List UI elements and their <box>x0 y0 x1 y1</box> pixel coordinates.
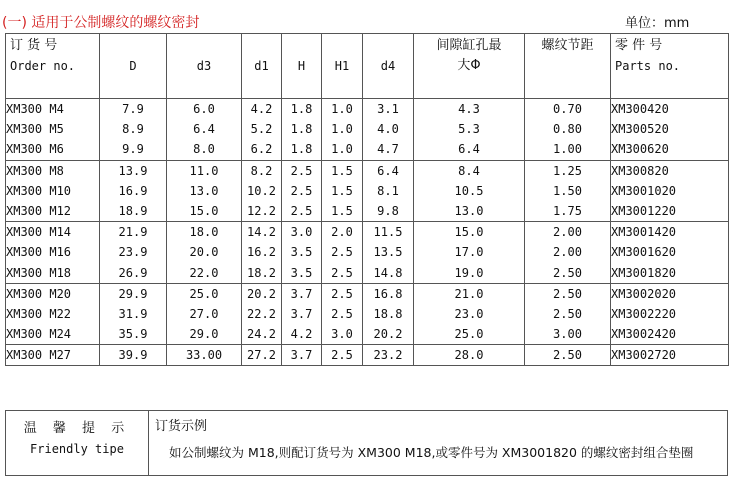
value-cell: 10.5 <box>414 181 525 201</box>
value-cell: 14.8 <box>363 263 414 284</box>
value-cell: 23.9 <box>100 242 167 262</box>
order-no-cell: XM300 M27 <box>6 345 100 366</box>
tip-text: 如公制螺纹为 M18,则配订货号为 XM300 M18,或零件号为 XM3001820 的螺纹密封组合垫圈 <box>169 445 694 460</box>
order-no-cell: XM300 M16 <box>6 242 100 262</box>
value-cell: 3.5 <box>282 263 322 284</box>
value-cell: 15.0 <box>167 201 242 222</box>
value-cell: 2.5 <box>322 345 363 366</box>
value-cell: 1.50 <box>525 181 611 201</box>
value-cell: 9.9 <box>100 139 167 160</box>
value-cell: 2.5 <box>282 201 322 222</box>
value-cell: 21.9 <box>100 222 167 243</box>
value-cell: 25.0 <box>167 283 242 304</box>
value-cell: 18.9 <box>100 201 167 222</box>
value-cell: 8.9 <box>100 119 167 139</box>
parts-no-cell: XM3001220 <box>611 201 729 222</box>
value-cell: 2.5 <box>322 304 363 324</box>
header-parts-cn: 零 件 号 <box>615 38 663 53</box>
value-cell: 4.7 <box>363 139 414 160</box>
table-row <box>6 222 729 243</box>
header-max-gap-line1: 间隙缸孔最 <box>436 38 502 53</box>
value-cell: 16.8 <box>363 283 414 304</box>
friendly-tip-box <box>5 410 728 476</box>
header-order-cn: 订 货 号 <box>10 38 58 53</box>
value-cell: 0.70 <box>525 99 611 120</box>
value-cell: 1.5 <box>322 201 363 222</box>
table-row <box>6 304 729 324</box>
value-cell: 13.5 <box>363 242 414 262</box>
value-cell: 10.2 <box>242 181 282 201</box>
value-cell: 6.4 <box>167 119 242 139</box>
table-row <box>6 160 729 181</box>
order-no-cell: XM300 M18 <box>6 263 100 284</box>
value-cell: 19.0 <box>414 263 525 284</box>
value-cell: 11.5 <box>363 222 414 243</box>
parts-no-cell: XM3001420 <box>611 222 729 243</box>
value-cell: 1.5 <box>322 181 363 201</box>
value-cell: 1.8 <box>282 119 322 139</box>
value-cell: 23.2 <box>363 345 414 366</box>
value-cell: 2.00 <box>525 222 611 243</box>
value-cell: 0.80 <box>525 119 611 139</box>
value-cell: 1.0 <box>322 119 363 139</box>
value-cell: 2.00 <box>525 242 611 262</box>
table-row <box>6 119 729 139</box>
value-cell: 16.9 <box>100 181 167 201</box>
table-body <box>6 99 729 366</box>
order-no-cell: XM300 M8 <box>6 160 100 181</box>
value-cell: 16.2 <box>242 242 282 262</box>
value-cell: 26.9 <box>100 263 167 284</box>
order-no-cell: XM300 M5 <box>6 119 100 139</box>
spec-table <box>5 33 729 366</box>
header-D: D <box>100 34 167 99</box>
value-cell: 3.1 <box>363 99 414 120</box>
value-cell: 14.2 <box>242 222 282 243</box>
value-cell: 2.5 <box>282 160 322 181</box>
page-title: (一) 适用于公制螺纹的螺纹密封 <box>2 15 200 31</box>
value-cell: 2.50 <box>525 345 611 366</box>
parts-no-cell: XM3002020 <box>611 283 729 304</box>
tip-content-cell <box>149 411 727 475</box>
value-cell: 18.0 <box>167 222 242 243</box>
table-row <box>6 139 729 160</box>
value-cell: 4.2 <box>282 324 322 345</box>
value-cell: 4.2 <box>242 99 282 120</box>
value-cell: 39.9 <box>100 345 167 366</box>
value-cell: 8.1 <box>363 181 414 201</box>
table-row <box>6 324 729 345</box>
parts-no-cell: XM300820 <box>611 160 729 181</box>
value-cell: 2.0 <box>322 222 363 243</box>
value-cell: 22.0 <box>167 263 242 284</box>
value-cell: 2.5 <box>322 263 363 284</box>
value-cell: 1.0 <box>322 139 363 160</box>
table-row <box>6 181 729 201</box>
value-cell: 17.0 <box>414 242 525 262</box>
parts-no-cell: XM300520 <box>611 119 729 139</box>
table-row <box>6 283 729 304</box>
order-no-cell: XM300 M6 <box>6 139 100 160</box>
value-cell: 20.0 <box>167 242 242 262</box>
header-thread-pitch: 螺纹节距 <box>525 34 611 99</box>
order-no-cell: XM300 M10 <box>6 181 100 201</box>
value-cell: 9.8 <box>363 201 414 222</box>
header-max-gap-line2: 大Φ <box>457 58 481 73</box>
value-cell: 13.0 <box>414 201 525 222</box>
value-cell: 20.2 <box>363 324 414 345</box>
value-cell: 7.9 <box>100 99 167 120</box>
value-cell: 3.7 <box>282 283 322 304</box>
table-row <box>6 345 729 366</box>
value-cell: 13.9 <box>100 160 167 181</box>
order-no-cell: XM300 M22 <box>6 304 100 324</box>
value-cell: 6.4 <box>414 139 525 160</box>
header-max-gap <box>414 34 525 99</box>
parts-no-cell: XM300420 <box>611 99 729 120</box>
value-cell: 2.50 <box>525 283 611 304</box>
value-cell: 3.00 <box>525 324 611 345</box>
value-cell: 18.8 <box>363 304 414 324</box>
tip-heading: 订货示例 <box>155 419 208 434</box>
value-cell: 6.4 <box>363 160 414 181</box>
value-cell: 1.25 <box>525 160 611 181</box>
value-cell: 4.0 <box>363 119 414 139</box>
value-cell: 27.2 <box>242 345 282 366</box>
value-cell: 29.0 <box>167 324 242 345</box>
header-H: H <box>282 34 322 99</box>
value-cell: 2.50 <box>525 263 611 284</box>
value-cell: 22.2 <box>242 304 282 324</box>
order-no-cell: XM300 M4 <box>6 99 100 120</box>
value-cell: 33.00 <box>167 345 242 366</box>
value-cell: 8.2 <box>242 160 282 181</box>
table-header-row <box>6 34 729 99</box>
value-cell: 29.9 <box>100 283 167 304</box>
value-cell: 5.3 <box>414 119 525 139</box>
value-cell: 1.8 <box>282 139 322 160</box>
value-cell: 1.00 <box>525 139 611 160</box>
value-cell: 3.0 <box>282 222 322 243</box>
value-cell: 2.5 <box>282 181 322 201</box>
value-cell: 18.2 <box>242 263 282 284</box>
table-row <box>6 201 729 222</box>
value-cell: 6.0 <box>167 99 242 120</box>
parts-no-cell: XM3001820 <box>611 263 729 284</box>
parts-no-cell: XM3002720 <box>611 345 729 366</box>
value-cell: 3.0 <box>322 324 363 345</box>
value-cell: 1.8 <box>282 99 322 120</box>
order-no-cell: XM300 M14 <box>6 222 100 243</box>
table-row <box>6 99 729 120</box>
value-cell: 24.2 <box>242 324 282 345</box>
header-order-en: Order no. <box>10 59 76 73</box>
value-cell: 35.9 <box>100 324 167 345</box>
value-cell: 5.2 <box>242 119 282 139</box>
header-d1: d1 <box>242 34 282 99</box>
value-cell: 23.0 <box>414 304 525 324</box>
parts-no-cell: XM3002220 <box>611 304 729 324</box>
value-cell: 13.0 <box>167 181 242 201</box>
value-cell: 2.5 <box>322 242 363 262</box>
parts-no-cell: XM3001020 <box>611 181 729 201</box>
table-row <box>6 263 729 284</box>
value-cell: 28.0 <box>414 345 525 366</box>
header-H1: H1 <box>322 34 363 99</box>
value-cell: 6.2 <box>242 139 282 160</box>
value-cell: 21.0 <box>414 283 525 304</box>
value-cell: 12.2 <box>242 201 282 222</box>
value-cell: 27.0 <box>167 304 242 324</box>
header-d3: d3 <box>167 34 242 99</box>
parts-no-cell: XM3002420 <box>611 324 729 345</box>
value-cell: 31.9 <box>100 304 167 324</box>
parts-no-cell: XM3001620 <box>611 242 729 262</box>
value-cell: 1.0 <box>322 99 363 120</box>
value-cell: 3.5 <box>282 242 322 262</box>
value-cell: 3.7 <box>282 304 322 324</box>
value-cell: 2.50 <box>525 304 611 324</box>
table-row <box>6 242 729 262</box>
value-cell: 15.0 <box>414 222 525 243</box>
value-cell: 3.7 <box>282 345 322 366</box>
value-cell: 11.0 <box>167 160 242 181</box>
tip-label-cell <box>6 411 149 475</box>
value-cell: 25.0 <box>414 324 525 345</box>
value-cell: 8.0 <box>167 139 242 160</box>
value-cell: 8.4 <box>414 160 525 181</box>
header-d4: d4 <box>363 34 414 99</box>
parts-no-cell: XM300620 <box>611 139 729 160</box>
header-parts-no <box>611 34 729 99</box>
value-cell: 20.2 <box>242 283 282 304</box>
order-no-cell: XM300 M12 <box>6 201 100 222</box>
unit-label: 单位：mm <box>625 16 690 31</box>
header-order-no <box>6 34 100 99</box>
value-cell: 4.3 <box>414 99 525 120</box>
value-cell: 1.5 <box>322 160 363 181</box>
order-no-cell: XM300 M24 <box>6 324 100 345</box>
order-no-cell: XM300 M20 <box>6 283 100 304</box>
header-parts-en: Parts no. <box>615 59 681 73</box>
value-cell: 1.75 <box>525 201 611 222</box>
tip-label-en: Friendly tipe <box>30 442 124 456</box>
value-cell: 2.5 <box>322 283 363 304</box>
tip-label-cn: 温 馨 提 示 <box>23 421 131 436</box>
